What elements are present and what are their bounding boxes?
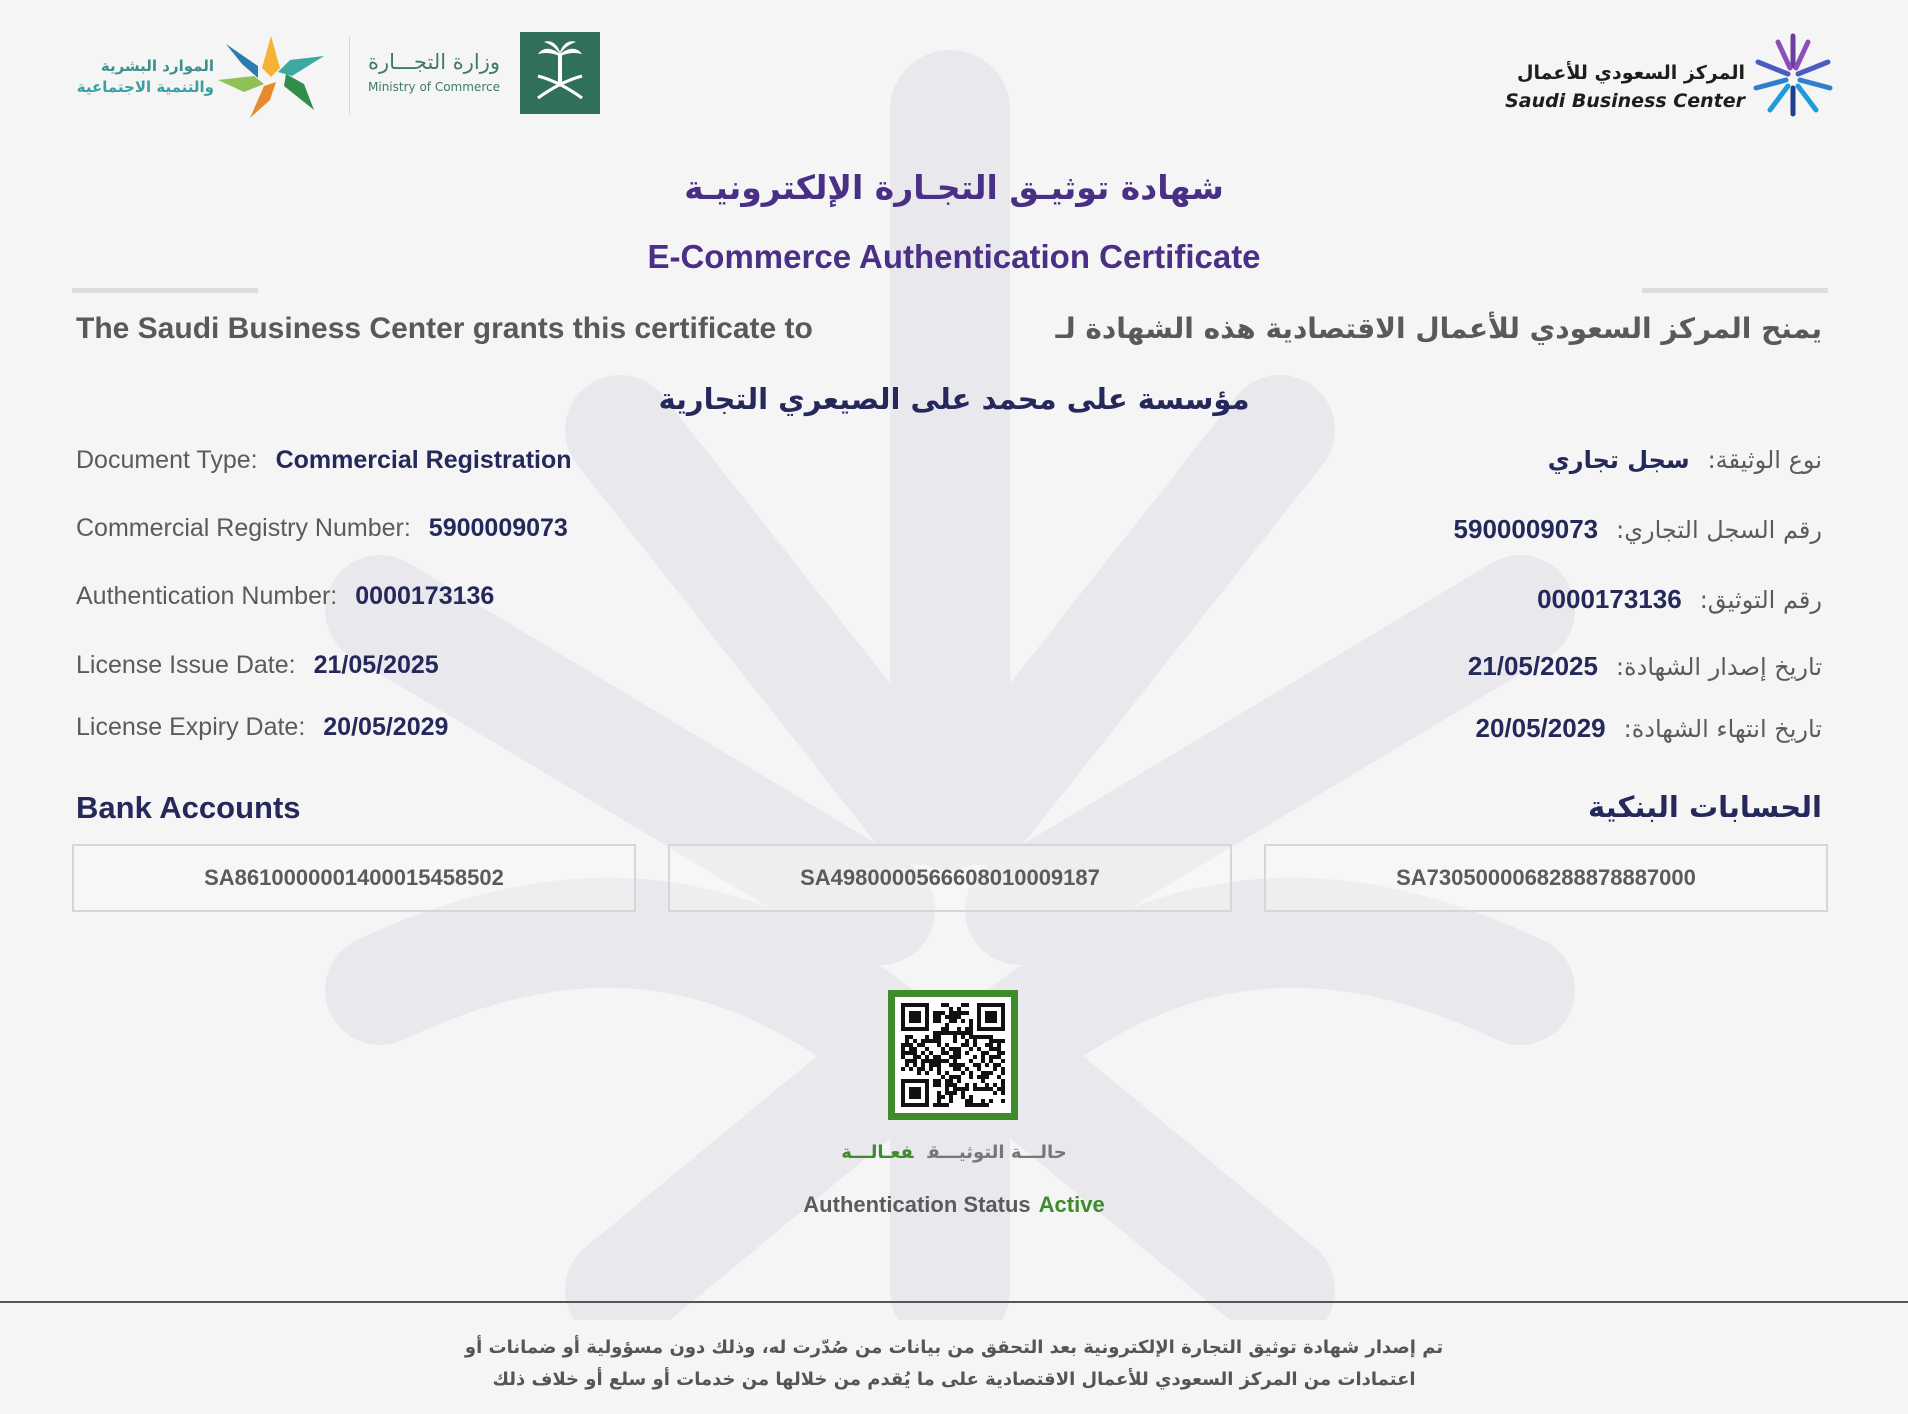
detail-value: 0000173136 bbox=[355, 582, 495, 610]
grants-statement-arabic: يمنح المركز السعودي للأعمال الاقتصادية هذه الشهادة لـ bbox=[1055, 312, 1822, 345]
detail-label: Authentication Number: bbox=[76, 582, 338, 610]
detail-value-arabic: 0000173136 bbox=[1537, 584, 1682, 614]
hrsd-logo-line1: الموارد البشرية bbox=[100, 57, 214, 75]
bank-account-iban: SA7305000068288878887000 bbox=[1264, 844, 1828, 912]
hrsd-logo-line2: والتنمية الاجتماعية bbox=[76, 78, 214, 96]
detail-row-issue-date-arabic bbox=[1468, 651, 1822, 682]
detail-row-expiry-date-arabic bbox=[1475, 713, 1822, 744]
detail-value-arabic: 21/05/2025 bbox=[1467, 651, 1598, 681]
detail-value: 21/05/2025 bbox=[313, 651, 439, 679]
detail-row-registry-number-arabic bbox=[1454, 514, 1822, 545]
detail-value: 5900009073 bbox=[428, 514, 568, 542]
sbc-star-icon bbox=[1750, 32, 1836, 118]
bank-accounts-heading-arabic: الحسابات البنكية bbox=[1588, 790, 1822, 824]
footer-disclaimer bbox=[0, 1332, 1908, 1396]
detail-value-arabic: 5900009073 bbox=[1453, 514, 1599, 544]
hrsd-star-icon bbox=[212, 34, 330, 120]
moc-logo-english: Ministry of Commerce bbox=[368, 80, 500, 94]
detail-row-document-type-arabic bbox=[1548, 446, 1822, 474]
detail-label-arabic: تاريخ إصدار الشهادة: bbox=[1615, 653, 1822, 681]
detail-value: 20/05/2029 bbox=[323, 713, 449, 741]
footer-line-1: تم إصدار شهادة توثيق التجارة الإلكترونية بعد التحقق من بيانات من صُدّرت له، وذلك دون مسؤولية أو ضمانات أو bbox=[464, 1337, 1444, 1358]
title-arabic: شهادة توثيـق التجـارة الإلكترونيـة bbox=[684, 168, 1224, 207]
detail-row-registry-number bbox=[76, 514, 568, 543]
grants-statement-english: The Saudi Business Center grants this certificate to bbox=[76, 312, 813, 345]
detail-row-expiry-date bbox=[76, 713, 448, 742]
detail-label-arabic: رقم السجل التجاري: bbox=[1616, 516, 1822, 544]
hrsd-logo bbox=[60, 34, 330, 120]
qr-code-icon[interactable] bbox=[888, 990, 1018, 1120]
detail-label: Commercial Registry Number: bbox=[76, 514, 411, 542]
detail-value-arabic: 20/05/2029 bbox=[1475, 713, 1606, 743]
logo-divider bbox=[349, 36, 350, 114]
sbc-logo bbox=[1480, 32, 1840, 122]
status-badge: Active bbox=[1038, 1192, 1105, 1217]
sbc-logo-english: Saudi Business Center bbox=[1505, 90, 1745, 112]
detail-label: License Expiry Date: bbox=[76, 713, 306, 741]
title-rule-left bbox=[72, 288, 258, 293]
entity-name: مؤسسة على محمد على الصيعري التجارية bbox=[658, 382, 1250, 416]
authentication-status bbox=[0, 1192, 1908, 1218]
detail-value: Commercial Registration bbox=[275, 446, 572, 474]
detail-row-authentication-number-arabic bbox=[1537, 584, 1822, 615]
bank-account-iban: SA4980000566608010009187 bbox=[668, 844, 1232, 912]
title-english: E-Commerce Authentication Certificate bbox=[647, 238, 1261, 275]
status-label: Authentication Status bbox=[803, 1192, 1031, 1217]
detail-label: License Issue Date: bbox=[76, 651, 296, 679]
detail-value-arabic: سجل تجاري bbox=[1547, 446, 1690, 474]
detail-label-arabic: نوع الوثيقة: bbox=[1707, 446, 1822, 474]
authentication-status-arabic bbox=[0, 1142, 1908, 1163]
detail-row-document-type bbox=[76, 446, 572, 475]
detail-row-authentication-number bbox=[76, 582, 494, 611]
detail-label-arabic: تاريخ انتهاء الشهادة: bbox=[1623, 715, 1822, 743]
saudi-emblem-icon bbox=[520, 32, 600, 114]
detail-label: Document Type: bbox=[76, 446, 258, 474]
detail-label-arabic: رقم التوثيق: bbox=[1699, 586, 1822, 614]
status-label-arabic: حالـــة التوثيـــق bbox=[927, 1142, 1067, 1163]
title-rule-right bbox=[1642, 288, 1828, 293]
moc-logo-arabic: وزارة التجـــارة bbox=[367, 50, 501, 74]
bank-accounts-heading: Bank Accounts bbox=[76, 790, 301, 825]
footer-line-2: اعتمادات من المركز السعودي للأعمال الاقتصادية على ما يُقدم من خلالها من خدمات أو سلع أو خلاف ذلك bbox=[492, 1369, 1416, 1390]
status-value-arabic: فعـالـــة bbox=[841, 1142, 914, 1163]
sbc-logo-arabic: المركز السعودي للأعمال bbox=[1517, 62, 1745, 84]
detail-row-issue-date bbox=[76, 651, 439, 680]
bank-account-iban: SA8610000001400015458502 bbox=[72, 844, 636, 912]
moc-logo bbox=[364, 32, 604, 120]
footer-divider bbox=[0, 1301, 1908, 1303]
